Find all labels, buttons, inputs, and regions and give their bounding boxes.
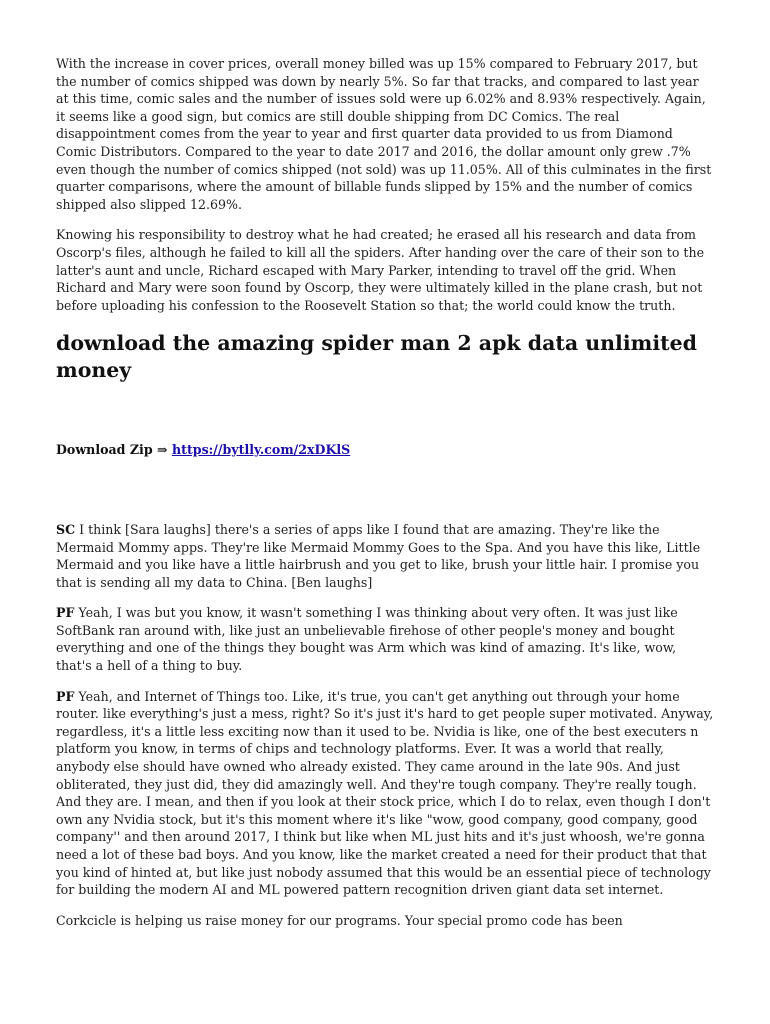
body-paragraph: Knowing his responsibility to destroy what he had created; he erased all his research and data from Oscorp's files, although he failed to kill all the spiders. After handing over the care of their son to the latter's aunt and uncle, Richard escaped with Mary Parker, intending to travel off the grid. When Richard and Mary were soon found by Oscorp, they were ultimately killed in the plane crash, but not before uploading his confession to the Roosevelt Station so that; the world could know the truth. xyxy=(56,227,705,313)
transcript-paragraph xyxy=(56,688,714,899)
speaker-text: Yeah, and Internet of Things too. Like, it's true, you can't get anything out through your home router. like everything's just a mess, right? So it's just it's hard to get people super motivated. Anyway, regardless, it's a little less exciting now than it used to be. Nvidia is like, one of the best executers n platform you know, in terms of chips and technology platforms. Ever. It was a world that really, anybody else should have owned who already existed. They came around in the late 90s. And just obliterated, they just did, they did amazingly well. And they're tough company. They're really tough. And they are. I mean, and then if you look at their stock price, which I do to relax, even though I don't own any Nvidia stock, but it's this moment where it's like "wow, good company, good company, good company'' and then around 2017, I think but like when ML just hits and it's just whoosh, we're gonna need a lot of these bad boys. And you know, like the market created a need for their product that that you kind of hinted at, but like just nobody assumed that this would be an essential piece of technology for building the modern AI and ML powered pattern recognition driven giant data set internet. xyxy=(56,688,714,898)
body-paragraph: Corkcicle is helping us raise money for our programs. Your special promo code has been xyxy=(56,912,623,928)
transcript-paragraph xyxy=(56,604,714,674)
download-line xyxy=(56,441,714,459)
speaker-tag: PF xyxy=(56,688,75,704)
speaker-text: Yeah, I was but you know, it wasn't something I was thinking about very often. It was just like SoftBank ran around with, like just an unbelievable firehose of other people's money and bought everything and one of the things they bought was Arm which was kind of amazing. It's like, wow, that's a hell of a thing to buy. xyxy=(56,605,678,674)
download-label: Download Zip ⇒ xyxy=(56,442,172,458)
speaker-tag: SC xyxy=(56,521,76,537)
spacer xyxy=(56,459,714,521)
section-heading: download the amazing spider man 2 apk data unlimited money xyxy=(56,331,697,383)
download-link[interactable]: https://bytlly.com/2xDKlS xyxy=(171,442,351,458)
body-paragraph: With the increase in cover prices, overall money billed was up 15% compared to February 2017, but the number of comics shipped was down by nearly 5%. So far that tracks, and compared to last year at this time, comic sales and the number of issues sold were up 6.02% and 8.93% respectively. Again, it seems like a good sign, but comics are still double shipping from DC Comics. The real disappointment comes from the year to year and first quarter data provided to us from Diamond Comic Distributors. Compared to the year to date 2017 and 2016, the dollar amount only grew .7% even though the number of comics shipped (not sold) was up 11.05%. All of this culminates in the first quarter comparisons, where the amount of billable funds slipped by 15% and the number of comics shipped also slipped 12.69%. xyxy=(56,56,712,212)
transcript-paragraph xyxy=(56,521,714,591)
speaker-text: I think [Sara laughs] there's a series of apps like I found that are amazing. They're like the Mermaid Mommy apps. They're like Mermaid Mommy Goes to the Spa. And you have this like, Little Mermaid and you like have a little hairbrush and you get to like, brush your little hair. I promise you that is sending all my data to China. [Ben laughs] xyxy=(56,521,701,590)
speaker-tag: PF xyxy=(56,605,75,621)
